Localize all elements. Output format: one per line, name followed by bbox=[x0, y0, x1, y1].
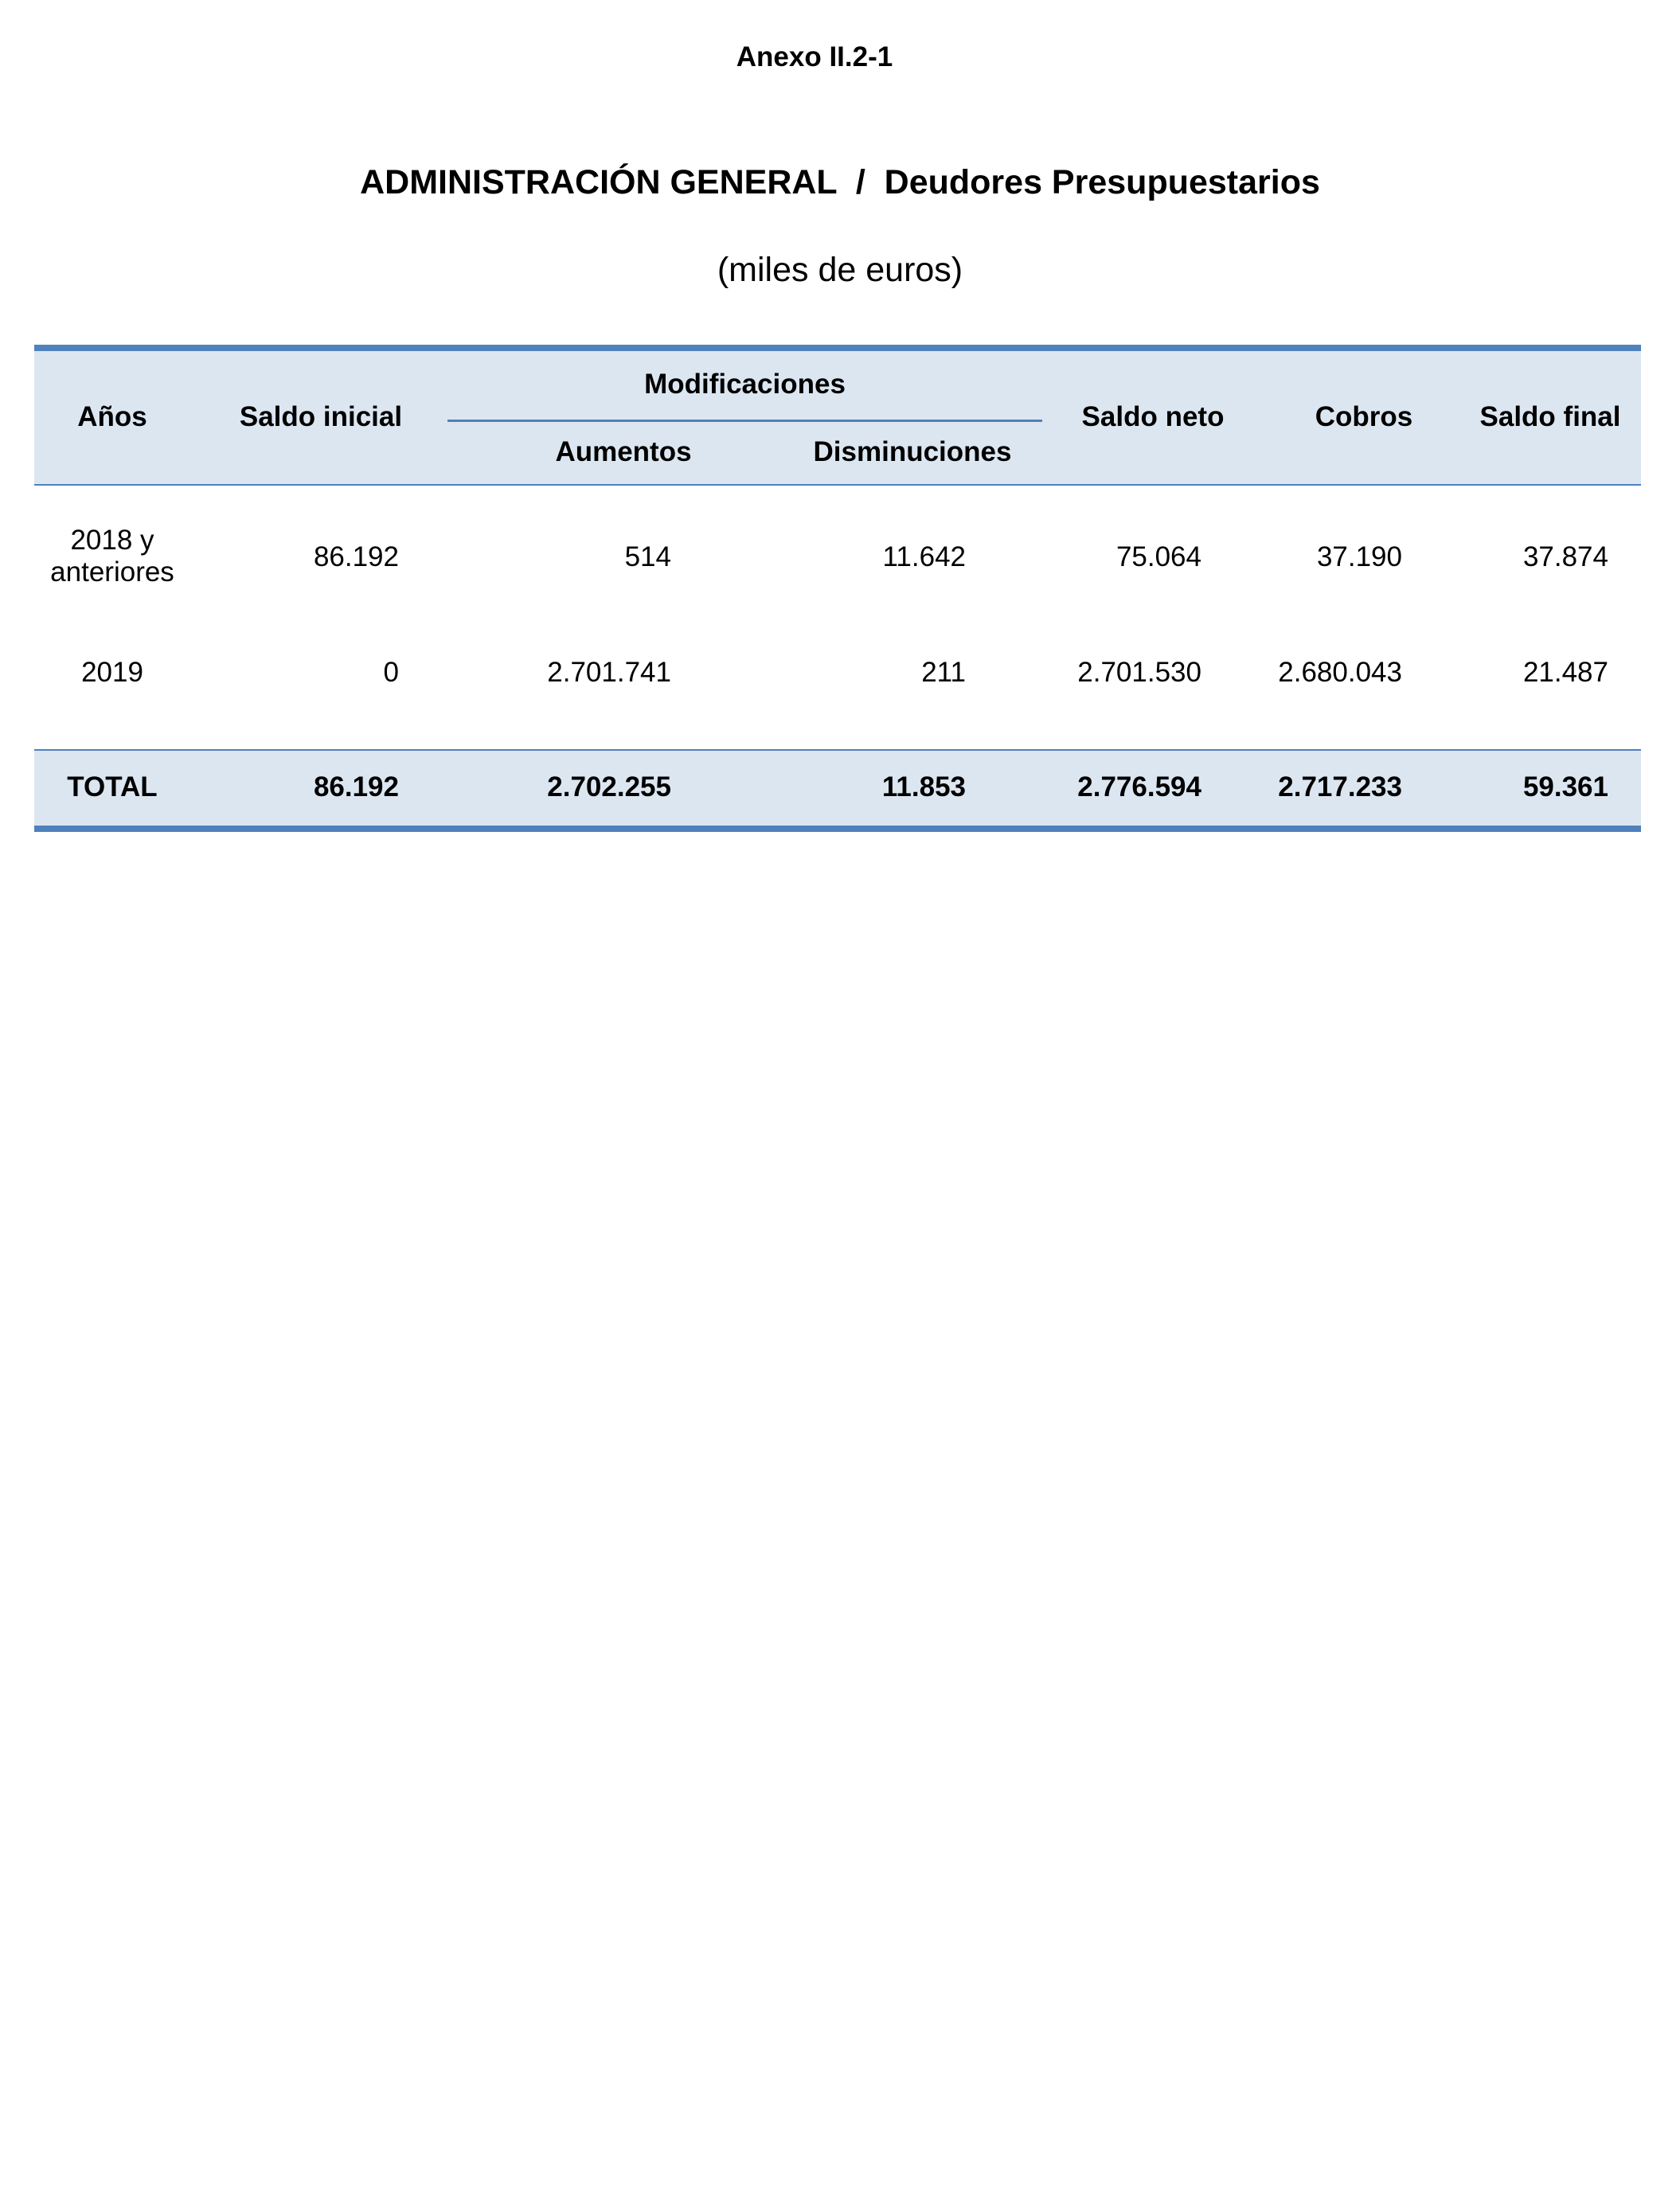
total-increases: 2.702.255 bbox=[547, 771, 671, 802]
row1-year-line2: anteriores bbox=[50, 556, 174, 588]
row2-increases: 2.701.741 bbox=[547, 657, 671, 688]
page-title: ADMINISTRACIÓN GENERAL / Deudores Presupuestarios bbox=[360, 163, 1320, 201]
header-modifications: Modificaciones bbox=[644, 369, 846, 400]
row1-year-line1: 2018 y bbox=[70, 525, 154, 556]
row2-collections: 2.680.043 bbox=[1278, 657, 1402, 688]
row1-initial: 86.192 bbox=[313, 541, 399, 572]
total-initial: 86.192 bbox=[313, 771, 399, 802]
row1-collections: 37.190 bbox=[1316, 541, 1402, 572]
header-initial-balance: Saldo inicial bbox=[239, 401, 403, 432]
modifications-underline bbox=[447, 420, 1042, 422]
page-subtitle: (miles de euros) bbox=[717, 251, 963, 289]
row1-final: 37.874 bbox=[1522, 541, 1608, 572]
total-label: TOTAL bbox=[67, 771, 158, 802]
total-decreases: 11.853 bbox=[881, 771, 966, 802]
budget-debtors-table bbox=[34, 345, 1641, 832]
header-collections: Cobros bbox=[1315, 401, 1413, 432]
total-collections: 2.717.233 bbox=[1278, 771, 1402, 802]
row1-decreases: 11.642 bbox=[882, 541, 966, 572]
total-final: 59.361 bbox=[1522, 771, 1608, 802]
annex-label: Anexo II.2-1 bbox=[736, 41, 893, 72]
header-net-balance: Saldo neto bbox=[1081, 401, 1225, 432]
row2-decreases: 211 bbox=[921, 657, 966, 688]
header-decreases: Disminuciones bbox=[813, 436, 1012, 467]
row2-final: 21.487 bbox=[1522, 657, 1608, 688]
header-increases: Aumentos bbox=[555, 436, 692, 467]
total-net: 2.776.594 bbox=[1077, 771, 1201, 802]
row1-net: 75.064 bbox=[1115, 541, 1201, 572]
row2-net: 2.701.530 bbox=[1077, 657, 1201, 688]
header-years: Años bbox=[77, 401, 147, 432]
row2-year: 2019 bbox=[81, 657, 143, 688]
row2-initial: 0 bbox=[383, 657, 399, 688]
header-final-balance: Saldo final bbox=[1479, 401, 1621, 432]
row1-increases: 514 bbox=[624, 541, 671, 572]
